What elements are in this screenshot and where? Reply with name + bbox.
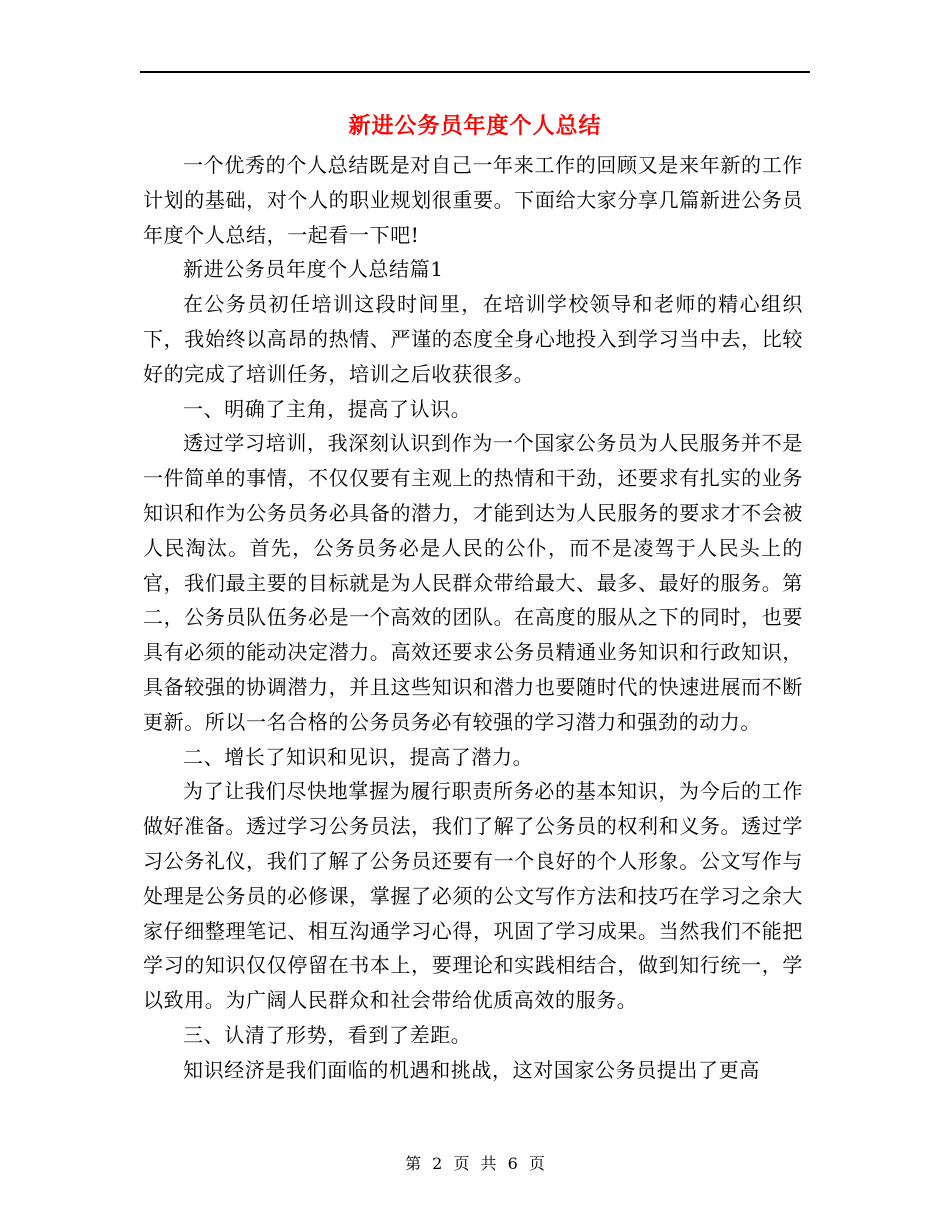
article-heading: 新进公务员年度个人总结篇1 xyxy=(183,257,444,282)
document-title: 新进公务员年度个人总结 xyxy=(348,113,602,139)
header-rule xyxy=(140,71,810,73)
document-body xyxy=(143,148,803,1088)
section-heading-3: 三、认清了形势，看到了差距。 xyxy=(183,1022,472,1047)
section-heading-2: 二、增长了知识和见识，提高了潜力。 xyxy=(183,744,534,769)
body-paragraph: 知识经济是我们面临的机遇和挑战，这对国家公务员提出了更高 xyxy=(183,1057,760,1082)
page-number: 第 2 页 共 6 页 xyxy=(405,1154,545,1173)
body-paragraph: 在公务员初任培训这段时间里，在培训学校领导和老师的精心组织下，我始终以高昂的热情、严谨的态度全身心地投入到学习当中去，比较好的完成了培训任务，培训之后收获很多。 xyxy=(143,292,803,386)
body-paragraph: 透过学习培训，我深刻认识到作为一个国家公务员为人民服务并不是一件简单的事情，不仅仅要有主观上的热情和干劲，还要求有扎实的业务知识和作为公务员务必具备的潜力，才能到达为人民服务的要求才不会被人民淘汰。首先，公务员务必是人民的公仆，而不是凌驾于人民头上的官，我们最主要的目标就是为人民群众带给最大、最多、最好的服务。第二，公务员队伍务必是一个高效的团队。在高度的服从之下的同时，也要具有必须的能动决定潜力。高效还要求公务员精通业务知识和行政知识，具备较强的协调潜力，并且这些知识和潜力也要随时代的快速进展而不断更新。所以一名合格的公务员务必有较强的学习潜力和强劲的动力。 xyxy=(143,431,803,734)
intro-paragraph: 一个优秀的个人总结既是对自己一年来工作的回顾又是来年新的工作计划的基础，对个人的职业规划很重要。下面给大家分享几篇新进公务员年度个人总结，一起看一下吧! xyxy=(143,153,803,247)
section-heading-1: 一、明确了主角，提高了认识。 xyxy=(183,396,472,421)
body-paragraph: 为了让我们尽快地掌握为履行职责所务必的基本知识，为今后的工作做好准备。透过学习公务员法，我们了解了公务员的权利和义务。透过学习公务礼仪，我们了解了公务员还要有一个良好的个人形象。公文写作与处理是公务员的必修课，掌握了必须的公文写作方法和技巧在学习之余大家仔细整理笔记、相互沟通学习心得，巩固了学习成果。当然我们不能把学习的知识仅仅停留在书本上，要理论和实践相结合，做到知行统一，学以致用。为广阔人民群众和社会带给优质高效的服务。 xyxy=(143,779,803,1013)
